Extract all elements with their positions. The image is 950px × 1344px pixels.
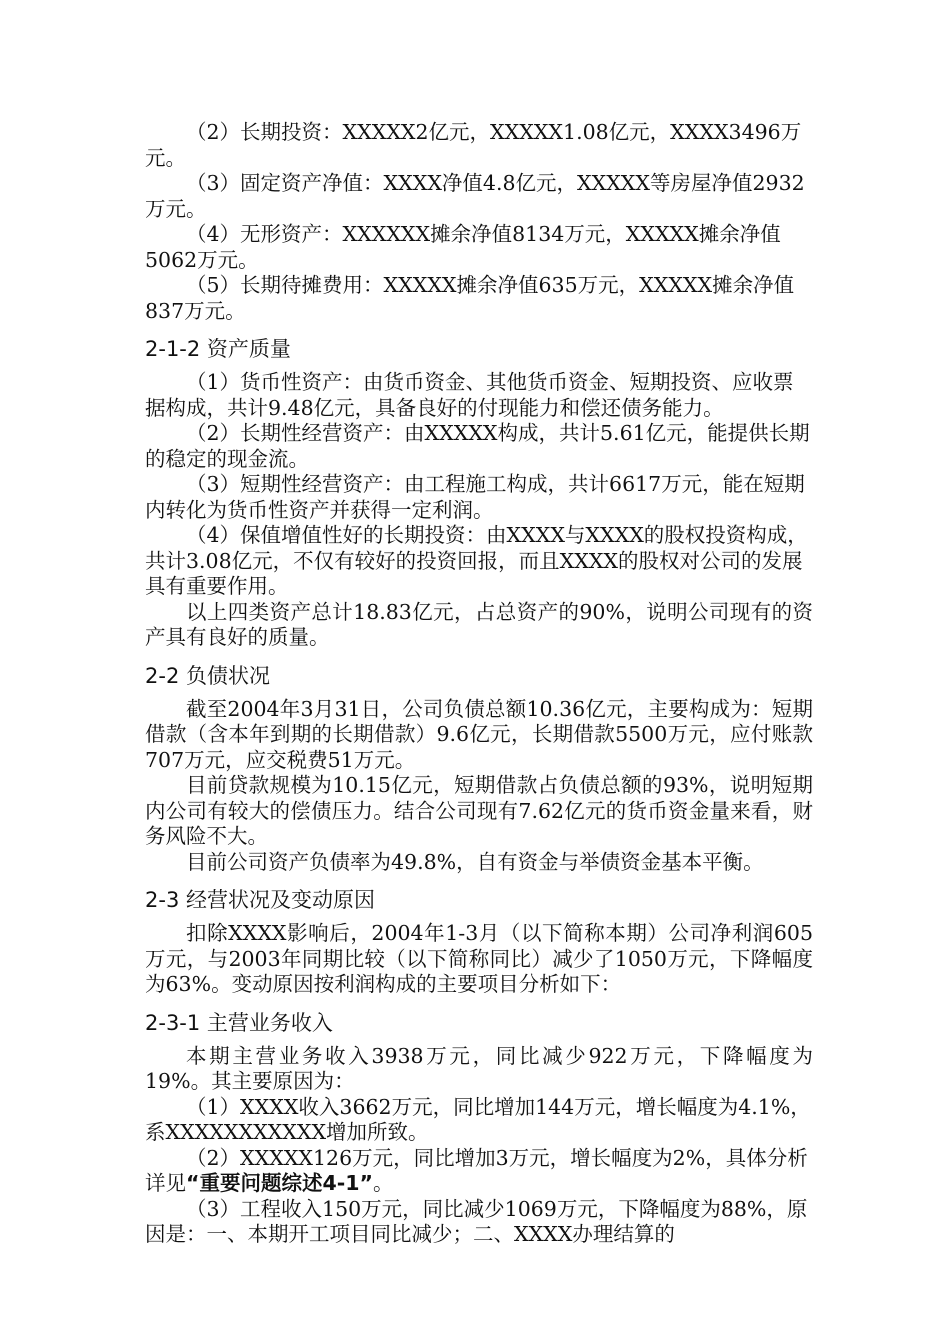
list-item: （3）工程收入150万元，同比减少1069万元，下降幅度为88%，原因是：一、本期开工项目同比减少；二、XXXX办理结算的 bbox=[145, 1196, 808, 1246]
paragraph: 扣除XXXX影响后，2004年1-3月（以下简称本期）公司净利润605万元，与2003年同期比较（以下简称同比）减少了1050万元，下降幅度为63%。变动原因按利润构成的主要项目分析如下： bbox=[145, 921, 813, 996]
paragraph: 截至2004年3月31日，公司负债总额10.36亿元，主要构成为：短期借款（含本年到期的长期借款）9.6亿元，长期借款5500万元，应付账款707万元，应交税费51万元。 bbox=[145, 696, 813, 772]
long-term-assets-list bbox=[145, 120, 813, 324]
operations-section bbox=[145, 921, 813, 998]
list-item bbox=[145, 1146, 813, 1197]
section-heading-operations: 2-3 经营状况及变动原因 bbox=[145, 888, 375, 912]
list-item: （5）长期待摊费用：XXXXX摊余净值635万元，XXXXX摊余净值837万元。 bbox=[145, 273, 795, 323]
list-item: （4）保值增值性好的长期投资：由XXXX与XXXX的股权投资构成，共计3.08亿元，不仅有较好的投资回报，而且XXXX的股权对公司的发展具有重要作用。 bbox=[145, 523, 808, 598]
cross-reference: “重要问题综述4-1” bbox=[186, 1171, 373, 1195]
section-heading-main-revenue: 2-3-1 主营业务收入 bbox=[145, 1010, 333, 1035]
paragraph: 目前贷款规模为10.15亿元，短期借款占负债总额的93%，说明短期内公司有较大的偿债压力。结合公司现有7.62亿元的货币资金量来看，财务风险不大。 bbox=[145, 773, 813, 848]
asset-quality-section bbox=[145, 370, 813, 651]
paragraph: 本期主营业务收入3938万元，同比减少922万元，下降幅度为19%。其主要原因为： bbox=[145, 1043, 813, 1093]
paragraph: 目前公司资产负债率为49.8%，自有资金与举债资金基本平衡。 bbox=[186, 849, 764, 874]
list-item: （1）XXXX收入3662万元，同比增加144万元，增长幅度为4.1%，系XXXXXXXXXXX增加所致。 bbox=[145, 1094, 811, 1144]
list-item: （3）固定资产净值：XXXX净值4.8亿元，XXXXX等房屋净值2932万元。 bbox=[145, 171, 805, 221]
paragraph: 以上四类资产总计18.83亿元，占总资产的90%，说明公司现有的资产具有良好的质量。 bbox=[145, 599, 813, 649]
list-item-text: （2）XXXXX126万元，同比增加3万元，增长幅度为2%，具体分析详见 bbox=[145, 1145, 808, 1195]
section-heading-liabilities: 2-2 负债状况 bbox=[145, 663, 270, 688]
list-item: （1）货币性资产：由货币资金、其他货币资金、短期投资、应收票据构成，共计9.48亿元，具备良好的付现能力和偿还债务能力。 bbox=[145, 370, 794, 420]
list-item: （3）短期性经营资产：由工程施工构成，共计6617万元，能在短期内转化为货币性资产并获得一定利润。 bbox=[145, 472, 805, 522]
list-item: （4）无形资产：XXXXXX摊余净值8134万元，XXXXX摊余净值5062万元。 bbox=[145, 222, 781, 272]
main-revenue-section bbox=[145, 1044, 813, 1248]
list-item-text: 。 bbox=[372, 1171, 394, 1195]
document-page bbox=[145, 120, 813, 1248]
liabilities-section bbox=[145, 697, 813, 876]
list-item: （2）长期投资：XXXXX2亿元，XXXXX1.08亿元，XXXX3496万元。 bbox=[145, 120, 802, 170]
section-heading-asset-quality: 2-1-2 资产质量 bbox=[145, 337, 291, 361]
list-item: （2）长期性经营资产：由XXXXX构成，共计5.61亿元，能提供长期的稳定的现金流。 bbox=[145, 421, 810, 471]
